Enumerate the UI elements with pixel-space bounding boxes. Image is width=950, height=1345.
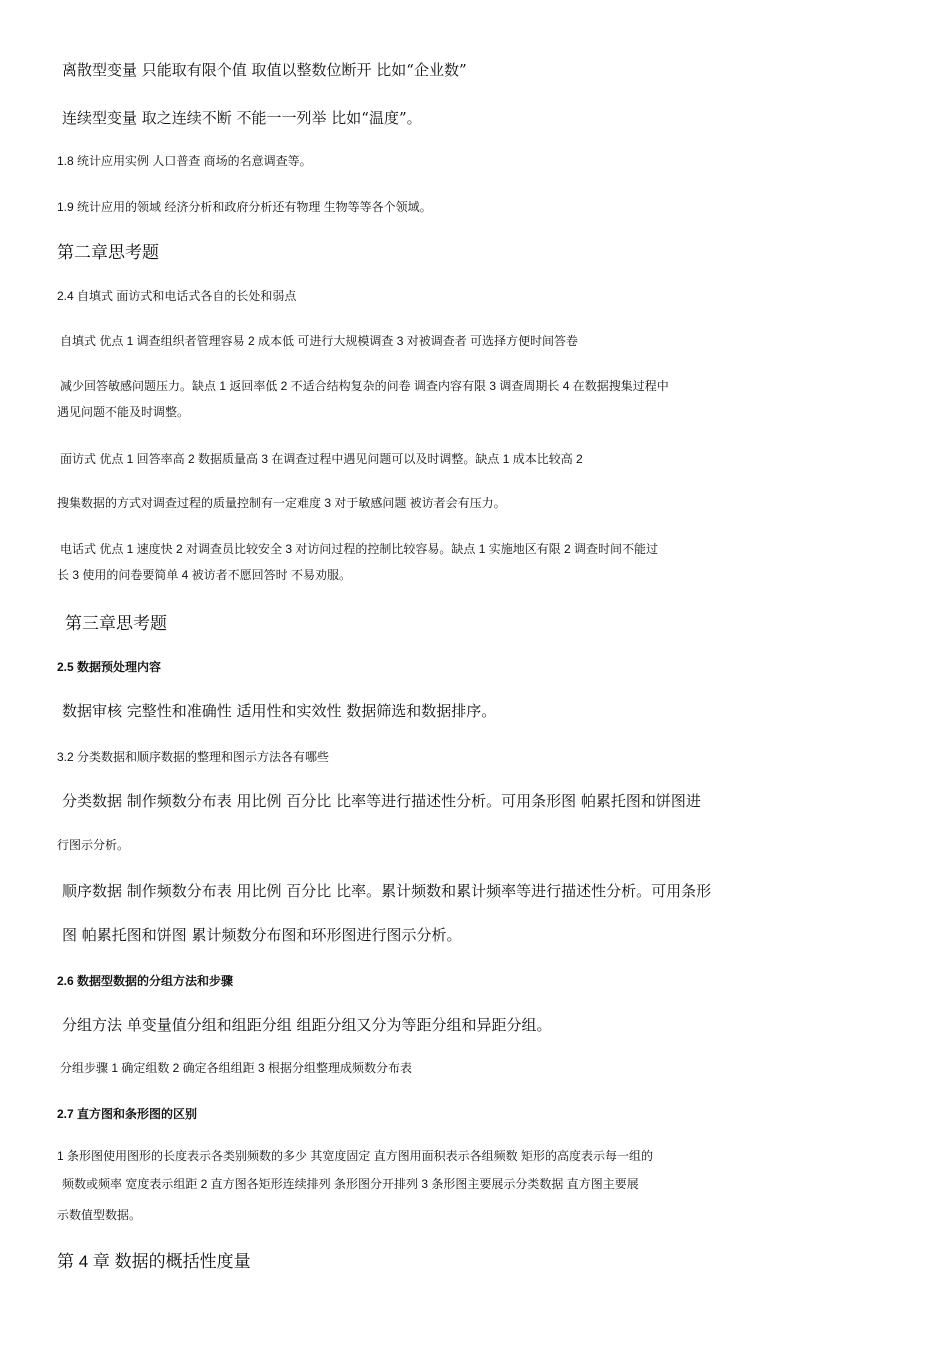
text-line: 数据审核 完整性和准确性 适用性和实效性 数据筛选和数据排序。 bbox=[62, 702, 497, 720]
text-line: 连续型变量 取之连续不断 不能一一列举 比如“温度”。 bbox=[62, 109, 422, 127]
text-line: 分组步骤 1 确定组数 2 确定各组组距 3 根据分组整理成频数分布表 bbox=[60, 1061, 413, 1075]
text-line: 频数或频率 宽度表示组距 2 直方图各矩形连续排列 条形图分开排列 3 条形图主要展示分类数据 直方图主要展 bbox=[62, 1177, 639, 1191]
text-line: 分组方法 单变量值分组和组距分组 组距分组又分为等距分组和异距分组。 bbox=[62, 1016, 552, 1034]
question-title: 3.2 分类数据和顺序数据的整理和图示方法各有哪些 bbox=[57, 750, 330, 764]
text-line: 减少回答敏感问题压力。缺点 1 返回率低 2 不适合结构复杂的问卷 调查内容有限 3 调查周期长 4 在数据搜集过程中 bbox=[60, 379, 669, 393]
question-title: 2.6 数据型数据的分组方法和步骤 bbox=[57, 974, 234, 988]
text-line: 长 3 使用的问卷要简单 4 被访者不愿回答时 不易劝服。 bbox=[57, 568, 352, 582]
text-line: 电话式 优点 1 速度快 2 对调查员比较安全 3 对访问过程的控制比较容易。缺点 1 实施地区有限 2 调查时间不能过 bbox=[60, 542, 659, 556]
question-title: 2.4 自填式 面访式和电话式各自的长处和弱点 bbox=[57, 289, 297, 303]
text-line: 图 帕累托图和饼图 累计频数分布图和环形图进行图示分析。 bbox=[62, 926, 462, 944]
text-line: 搜集数据的方式对调查过程的质量控制有一定难度 3 对于敏感问题 被访者会有压力。 bbox=[57, 496, 506, 510]
question-title: 2.7 直方图和条形图的区别 bbox=[57, 1107, 198, 1121]
question-title: 2.5 数据预处理内容 bbox=[57, 660, 162, 674]
text-line: 离散型变量 只能取有限个值 取值以整数位断开 比如“企业数” bbox=[62, 61, 467, 79]
text-line: 1.8 统计应用实例 人口普查 商场的名意调查等。 bbox=[57, 154, 312, 168]
text-line: 1.9 统计应用的领域 经济分析和政府分析还有物理 生物等等各个领域。 bbox=[57, 200, 432, 214]
text-line: 示数值型数据。 bbox=[57, 1208, 142, 1222]
section-heading: 第二章思考题 bbox=[57, 243, 159, 262]
chapter-heading: 第 4 章 数据的概括性度量 bbox=[57, 1252, 251, 1271]
text-line: 分类数据 制作频数分布表 用比例 百分比 比率等进行描述性分析。可用条形图 帕累托图和饼图进 bbox=[62, 792, 701, 810]
section-heading: 第三章思考题 bbox=[65, 614, 167, 633]
text-line: 遇见问题不能及时调整。 bbox=[57, 405, 190, 419]
text-line: 顺序数据 制作频数分布表 用比例 百分比 比率。累计频数和累计频率等进行描述性分析。可用条形 bbox=[62, 882, 712, 900]
text-line: 自填式 优点 1 调查组织者管理容易 2 成本低 可进行大规模调查 3 对被调查者 可选择方便时间答卷 bbox=[60, 334, 579, 348]
text-line: 行图示分析。 bbox=[57, 838, 130, 852]
text-line: 面访式 优点 1 回答率高 2 数据质量高 3 在调查过程中遇见问题可以及时调整。缺点 1 成本比较高 2 bbox=[60, 452, 583, 466]
text-line: 1 条形图使用图形的长度表示各类别频数的多少 其宽度固定 直方图用面积表示各组频数 矩形的高度表示每一组的 bbox=[57, 1149, 654, 1163]
